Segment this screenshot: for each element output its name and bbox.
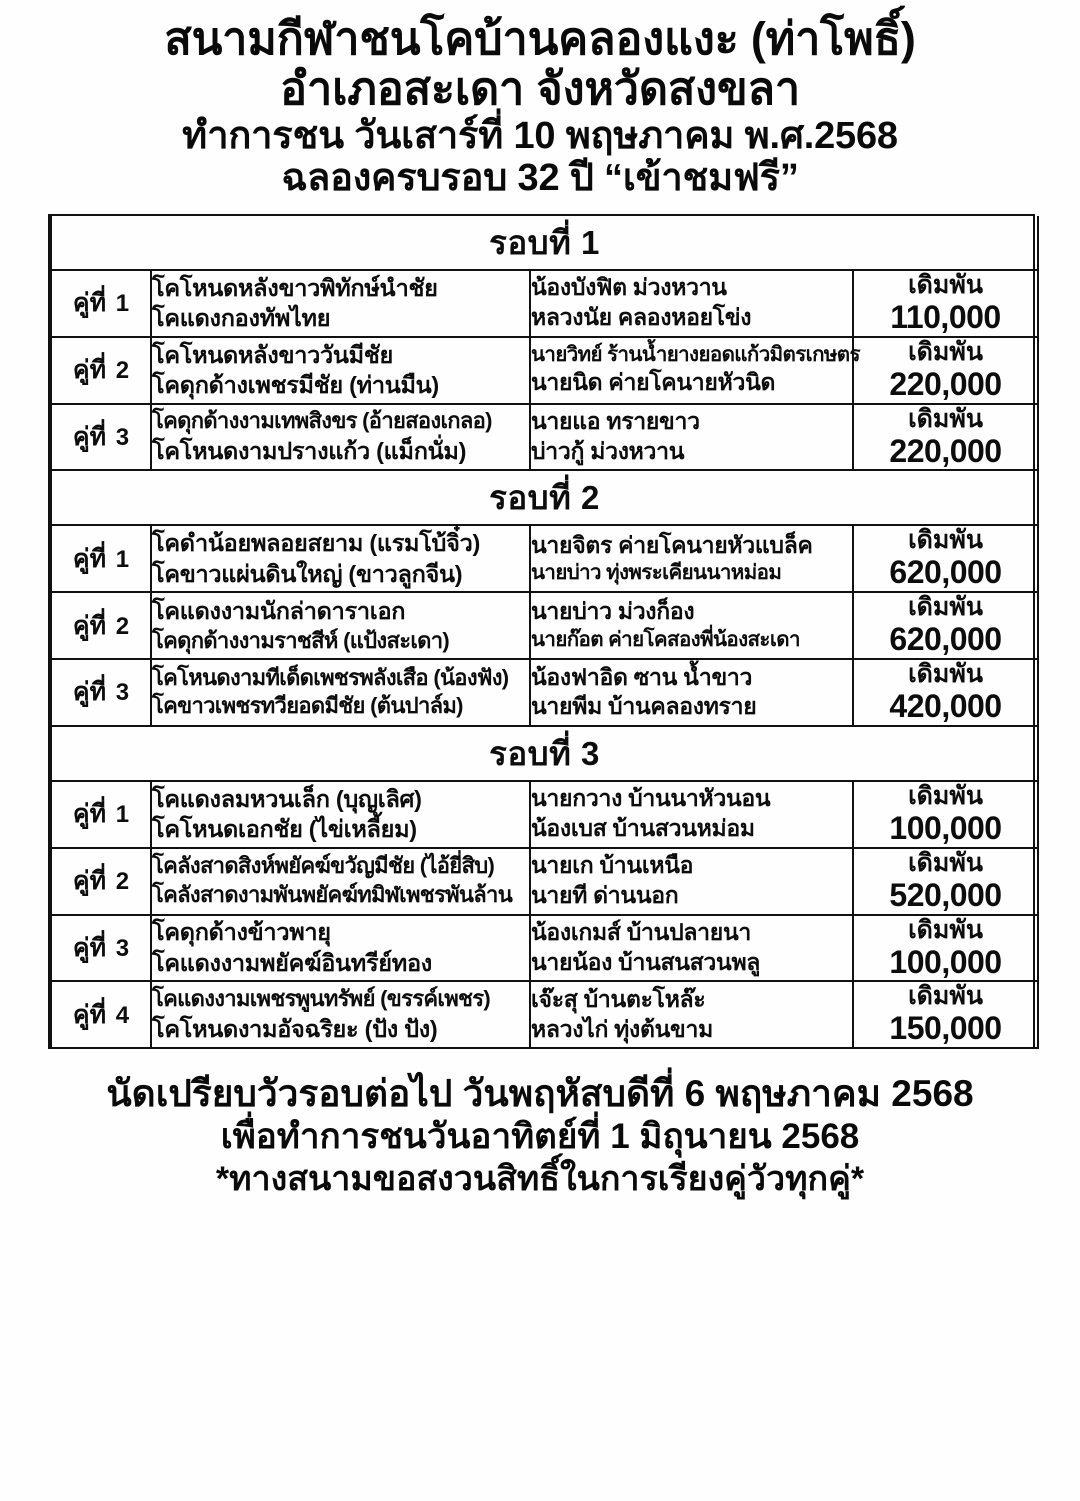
venue-location: อำเภอสะเดา จังหวัดสงขลา	[280, 63, 800, 115]
pair-number: 3	[109, 934, 130, 962]
bull-names-cell	[151, 404, 530, 471]
bull-names-cell	[151, 592, 530, 659]
owner-name-bottom: นายน้อง บ้านสนสวนพลู	[531, 948, 761, 975]
anniversary-note: ฉลองครบรอบ 32 ปี “เข้าชมฟรี”	[281, 157, 799, 200]
pair-number: 3	[109, 423, 130, 451]
bull-name-bottom: โคโหนดงามปรางแก้ว (แม็กนั่ม)	[152, 437, 467, 464]
pair-number: 2	[109, 868, 130, 896]
stake-label: เดิมพัน	[908, 982, 983, 1011]
stake-cell	[853, 525, 1038, 592]
match-pair-row	[51, 659, 1038, 726]
bull-name-top: โคดุกด้างข้าวพายุ	[152, 919, 331, 946]
round-header-row	[51, 216, 1038, 270]
bull-names-cell	[151, 781, 530, 848]
match-pair-row	[51, 592, 1038, 659]
stake-cell	[853, 404, 1038, 471]
owner-names-cell	[530, 848, 853, 915]
stake-label: เดิมพัน	[908, 270, 983, 299]
stake-cell	[853, 659, 1038, 726]
owner-names-cell	[530, 404, 853, 471]
stake-amount: 110,000	[890, 298, 1001, 335]
bull-name-top: โคแดงงามเพชรพูนทรัพย์ (ขรรค์เพชร)	[152, 986, 490, 1012]
pair-number-cell	[51, 337, 151, 404]
bull-name-top: โคโหนดหลังขาววันมีชัย	[152, 341, 393, 368]
pair-label: คู่ที่	[72, 678, 107, 707]
bull-name-bottom: โคโหนดงามอัจฉริยะ (ปัง ปัง)	[152, 1015, 438, 1042]
pair-number: 2	[109, 357, 130, 385]
pair-label: คู่ที่	[72, 422, 107, 451]
bull-name-bottom: โคแดงงามพยัคฆ์อินทรีย์ทอง	[152, 949, 432, 976]
stake-amount: 620,000	[889, 554, 1002, 591]
stake-amount: 220,000	[889, 365, 1002, 402]
bull-name-bottom: โคดุกด้างเพชรมีชัย (ท่านมืน)	[152, 372, 439, 399]
event-date: ทำการชน วันเสาร์ที่ 10 พฤษภาคม พ.ศ.2568	[182, 114, 898, 157]
owner-names-cell	[530, 525, 853, 592]
bull-name-bottom: โคโหนดเอกชัย (ไข่เหลี้ยม)	[152, 816, 417, 843]
next-matching-date: นัดเปรียบวัวรอบต่อไป วันพฤหัสบดีที่ 6 พฤษภาคม 2568	[106, 1073, 974, 1115]
bull-names-cell	[151, 525, 530, 592]
stake-label: เดิมพัน	[908, 593, 983, 622]
stake-amount: 220,000	[889, 432, 1002, 469]
venue-title: สนามกีฬาชนโคบ้านคลองแงะ (ท่าโพธิ์)	[164, 13, 916, 64]
bull-name-bottom: โคลังสาดงามพันพยัคฆ์ทมิฬเพชรพันล้าน	[152, 882, 513, 908]
bull-name-top: โคโหนดงามทีเด็ดเพชรพลังเสือ (น้องฟัง)	[152, 664, 509, 690]
stake-label: เดิมพัน	[908, 781, 983, 810]
pair-label: คู่ที่	[72, 933, 107, 962]
stake-cell	[853, 592, 1038, 659]
round-title: รอบที่ 3	[51, 726, 1038, 781]
schedule-table	[50, 216, 1039, 1049]
owner-names-cell	[530, 270, 853, 337]
owner-names-cell	[530, 592, 853, 659]
poster-footer	[0, 1071, 1080, 1200]
pair-number-cell	[51, 270, 151, 337]
round-header-row	[51, 470, 1038, 525]
match-pair-row	[51, 525, 1038, 592]
pair-number: 1	[109, 545, 130, 573]
owner-name-top: นายกวาง บ้านนาหัวนอน	[531, 785, 771, 812]
stake-cell	[853, 981, 1038, 1048]
bull-name-bottom: โคดุกด้างงามราชสีห์ (แป้งสะเดา)	[152, 627, 450, 653]
owner-names-cell	[530, 659, 853, 726]
pair-number: 1	[109, 290, 130, 318]
stake-amount: 620,000	[889, 621, 1002, 658]
match-pair-row	[51, 270, 1038, 337]
bull-name-top: โคดุกด้างงามเทพสิงขร (อ้ายสองเกลอ)	[152, 408, 492, 434]
pair-number-cell	[51, 781, 151, 848]
bull-names-cell	[151, 981, 530, 1048]
bull-names-cell	[151, 915, 530, 982]
stake-label: เดิมพัน	[908, 660, 983, 689]
stake-cell	[853, 337, 1038, 404]
bull-name-top: โคแดงลมหวนเล็ก (บุญเลิศ)	[152, 785, 422, 812]
bull-names-cell	[151, 659, 530, 726]
owner-names-cell	[530, 915, 853, 982]
stake-cell	[853, 270, 1038, 337]
bull-name-top: โคแดงงามนักล่าดาราเอก	[152, 598, 406, 625]
pair-number-cell	[51, 404, 151, 471]
bull-name-bottom: โคขาวแผ่นดินใหญ่ (ขาวลูกจีน)	[152, 560, 463, 587]
owner-name-top: น้องบังฟิต ม่วงหวาน	[531, 274, 727, 301]
owner-name-top: น้องฟาอิด ซาน น้ำขาว	[531, 663, 753, 690]
owner-name-top: นายวิทย์ ร้านน้ำยางยอดแก้วมิตรเกษตร	[531, 342, 860, 366]
round-header-row	[51, 726, 1038, 781]
pair-number-cell	[51, 981, 151, 1048]
stake-amount: 100,000	[889, 943, 1002, 980]
owner-name-bottom: บ่าวกู้ ม่วงหวาน	[531, 437, 685, 464]
owner-name-top: นายเก บ้านเหนือ	[531, 852, 694, 879]
owner-name-top: เจ๊ะสุ บ้านตะโหล๊ะ	[531, 985, 706, 1012]
pair-number-cell	[51, 915, 151, 982]
owner-name-top: น้องเกมส์ บ้านปลายนา	[531, 919, 752, 946]
match-pair-row	[51, 915, 1038, 982]
match-pair-row	[51, 337, 1038, 404]
owner-name-bottom: หลวงนัย คลองหอยโข่ง	[531, 304, 752, 331]
pair-label: คู่ที่	[72, 1000, 107, 1029]
round-title: รอบที่ 2	[51, 470, 1038, 525]
owner-name-top: นายแอ ทรายขาว	[531, 408, 700, 435]
bull-name-top: โคโหนดหลังขาวพิทักษ์นำชัย	[152, 274, 438, 301]
owner-name-bottom: นายพีม บ้านคลองทราย	[531, 693, 757, 720]
pair-number-cell	[51, 848, 151, 915]
owner-name-bottom: น้องเบส บ้านสวนหม่อม	[531, 815, 755, 842]
owner-names-cell	[530, 337, 860, 404]
stake-label: เดิมพัน	[908, 526, 983, 555]
stake-amount: 520,000	[889, 876, 1002, 913]
stake-cell	[853, 848, 1038, 915]
next-fight-date: เพื่อทำการชนวันอาทิตย์ที่ 1 มิถุนายน 2568	[220, 1117, 860, 1157]
stake-amount: 420,000	[889, 688, 1002, 725]
owner-names-cell	[530, 981, 853, 1048]
owner-name-bottom: นายบ่าว ทุ่งพระเคียนนาหม่อม	[531, 561, 782, 585]
rights-reserved-note: *ทางสนามขอสงวนสิทธิ์ในการเรียงคู่วัวทุกคู่*	[215, 1159, 865, 1198]
bull-names-cell	[151, 848, 530, 915]
stake-amount: 150,000	[889, 1010, 1002, 1047]
pair-number: 1	[109, 801, 130, 829]
pair-number: 4	[109, 1001, 130, 1029]
pair-number-cell	[51, 592, 151, 659]
owner-name-bottom: นายก๊อต ค่ายโคสองพี่น้องสะเดา	[531, 628, 800, 652]
stake-label: เดิมพัน	[908, 337, 983, 366]
stake-label: เดิมพัน	[908, 915, 983, 944]
pair-label: คู่ที่	[72, 356, 107, 385]
bull-name-top: โคดำน้อยพลอยสยาม (แรมโบ้จิ๋ว)	[152, 530, 481, 557]
stake-label: เดิมพัน	[908, 404, 983, 433]
pair-number-cell	[51, 659, 151, 726]
owner-name-top: นายจิตร ค่ายโคนายหัวแบล็ค	[531, 531, 813, 558]
match-pair-row	[51, 404, 1038, 471]
owner-name-bottom: นายที ด่านนอก	[531, 882, 679, 909]
stake-amount: 100,000	[889, 809, 1002, 846]
owner-name-top: นายบ่าว ม่วงก็อง	[531, 598, 695, 625]
owner-names-cell	[530, 781, 853, 848]
pair-number: 2	[109, 612, 130, 640]
bull-names-cell	[151, 337, 530, 404]
match-pair-row	[51, 781, 1038, 848]
owner-name-bottom: หลวงไก่ ทุ่งต้นขาม	[531, 1015, 713, 1042]
pair-label: คู่ที่	[72, 544, 107, 573]
match-pair-row	[51, 981, 1038, 1048]
poster-header	[0, 0, 1080, 206]
round-title: รอบที่ 1	[51, 216, 1038, 270]
stake-cell	[853, 781, 1038, 848]
owner-name-bottom: นายนิด ค่ายโคนายหัวนิด	[531, 369, 776, 396]
pair-label: คู่ที่	[72, 611, 107, 640]
stake-cell	[853, 915, 1038, 982]
stake-label: เดิมพัน	[908, 848, 983, 877]
bull-name-bottom: โคขาวเพชรทวียอดมีชัย (ต้นปาล์ม)	[152, 693, 463, 719]
pair-number-cell	[51, 525, 151, 592]
pair-number: 3	[109, 679, 130, 707]
bull-name-top: โคลังสาดสิงห์พยัคฆ์ขวัญมีชัย (ไอ้ยี่สิบ)	[152, 853, 495, 879]
schedule-table-wrapper	[48, 214, 1035, 1049]
pair-label: คู่ที่	[72, 867, 107, 896]
match-pair-row	[51, 848, 1038, 915]
pair-label: คู่ที่	[72, 800, 107, 829]
bull-name-bottom: โคแดงกองทัพไทย	[152, 305, 331, 332]
bull-names-cell	[151, 270, 530, 337]
pair-label: คู่ที่	[72, 289, 107, 318]
